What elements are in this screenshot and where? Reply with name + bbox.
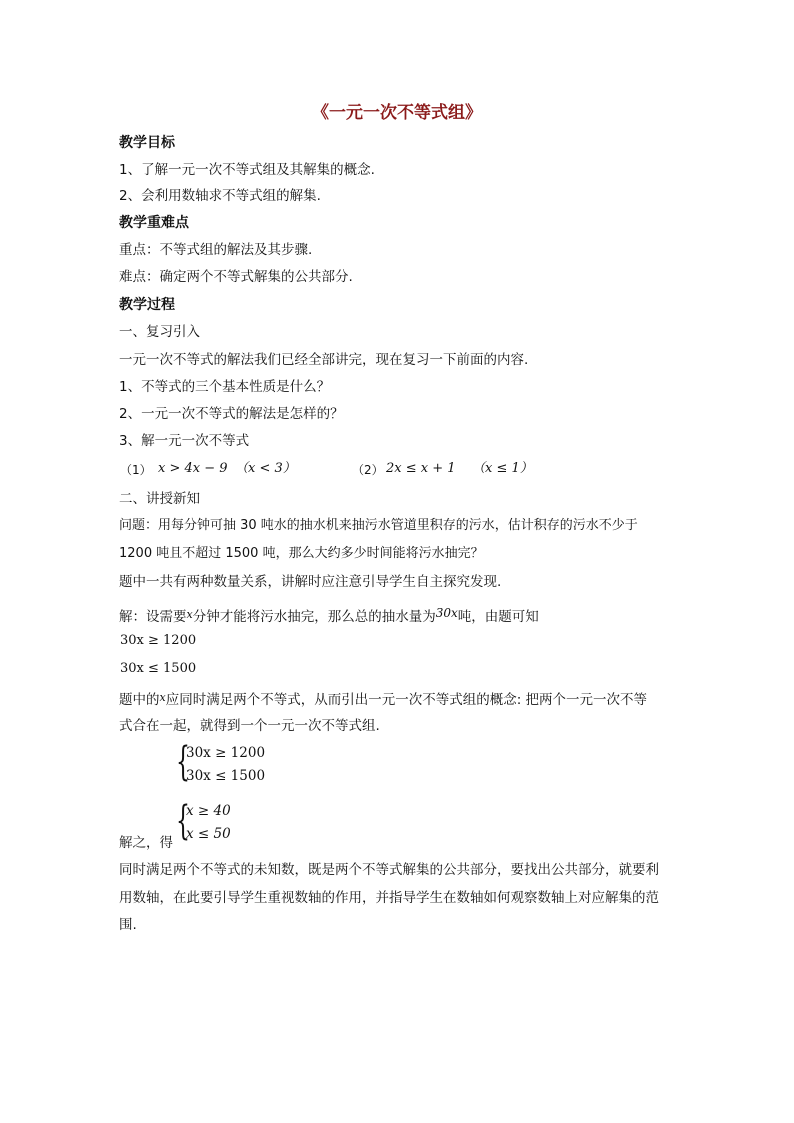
review-question-1: 1、不等式的三个基本性质是什么？: [119, 379, 331, 395]
solution-expression: 30x: [435, 606, 458, 620]
closing-line-2: 用数轴，在此要引导学生重视数轴的作用，并指导学生在数轴如何观察数轴上对应解集的范: [119, 890, 659, 906]
system-2-brace: {: [176, 798, 190, 844]
exercise-2-answer: （x ≤ 1）: [472, 461, 533, 476]
system-2-row-1: x ≥ 40: [186, 803, 231, 819]
new-knowledge-heading: 二、讲授新知: [119, 491, 200, 507]
review-question-2: 2、一元一次不等式的解法是怎样的？: [119, 406, 344, 422]
inequality-1: 30x ≥ 1200: [120, 633, 197, 648]
system-1-row-1: 30x ≥ 1200: [186, 745, 266, 761]
concept-line-2: 式合在一起，就得到一个一元一次不等式组.: [119, 718, 380, 734]
process-heading: 教学过程: [119, 297, 175, 313]
review-question-3: 3、解一元一次不等式: [119, 433, 250, 449]
goals-heading: 教学目标: [119, 135, 175, 151]
problem-line-2: 1200 吨且不超过 1500 吨，那么大约多少时间能将污水抽完？: [119, 546, 484, 561]
page-title: 《一元一次不等式组》: [312, 103, 482, 123]
system-1-brace: {: [176, 739, 190, 785]
solution-line: [119, 604, 539, 626]
key-points-heading: 教学重难点: [119, 215, 189, 231]
solution-text-a: 解：设需要: [119, 609, 187, 625]
solution-text-b: 分钟才能将污水抽完，那么总的抽水量为: [192, 609, 436, 625]
concept-line-1: [119, 689, 647, 709]
closing-line-1: 同时满足两个不等式的未知数，既是两个不等式解集的公共部分，要找出公共部分，就要利: [119, 862, 659, 878]
difficult-point: 难点：确定两个不等式解集的公共部分.: [119, 269, 353, 285]
inequality-2: 30x ≤ 1500: [120, 661, 197, 676]
goal-item-1: 1、了解一元一次不等式组及其解集的概念.: [119, 162, 375, 178]
problem-line-1: 问题：用每分钟可抽 30 吨水的抽水机来抽污水管道里积存的污水，估计积存的污水不少于: [119, 518, 638, 533]
exercise-2-number: （2）: [352, 463, 384, 477]
closing-line-3: 围.: [119, 917, 137, 933]
important-point: 重点：不等式组的解法及其步骤.: [119, 242, 313, 258]
goal-item-2: 2、会利用数轴求不等式组的解集.: [119, 188, 321, 204]
solution-text-c: 吨，由题可知: [457, 609, 539, 625]
exercise-1-answer: （x < 3）: [235, 461, 296, 476]
concept-text-b: 应同时满足两个不等式，从而引出一元一次不等式组的概念: 把两个一元一次不等: [165, 692, 648, 708]
solve-label: 解之，得: [119, 835, 173, 851]
review-heading: 一、复习引入: [119, 324, 200, 340]
concept-variable: x: [159, 691, 166, 704]
exercise-2-expression: 2x ≤ x + 1: [386, 461, 456, 476]
concept-text-a: 题中的: [119, 692, 160, 708]
solution-variable: x: [186, 608, 193, 621]
system-1-row-2: 30x ≤ 1500: [186, 768, 266, 784]
review-intro: 一元一次不等式的解法我们已经全部讲完，现在复习一下前面的内容.: [119, 352, 529, 368]
system-2-row-2: x ≤ 50: [186, 826, 231, 842]
exercise-1-expression: x > 4x − 9: [158, 461, 228, 476]
exercise-1-number: （1）: [120, 463, 152, 477]
teaching-note: 题中一共有两种数量关系，讲解时应注意引导学生自主探究发现.: [119, 574, 502, 590]
